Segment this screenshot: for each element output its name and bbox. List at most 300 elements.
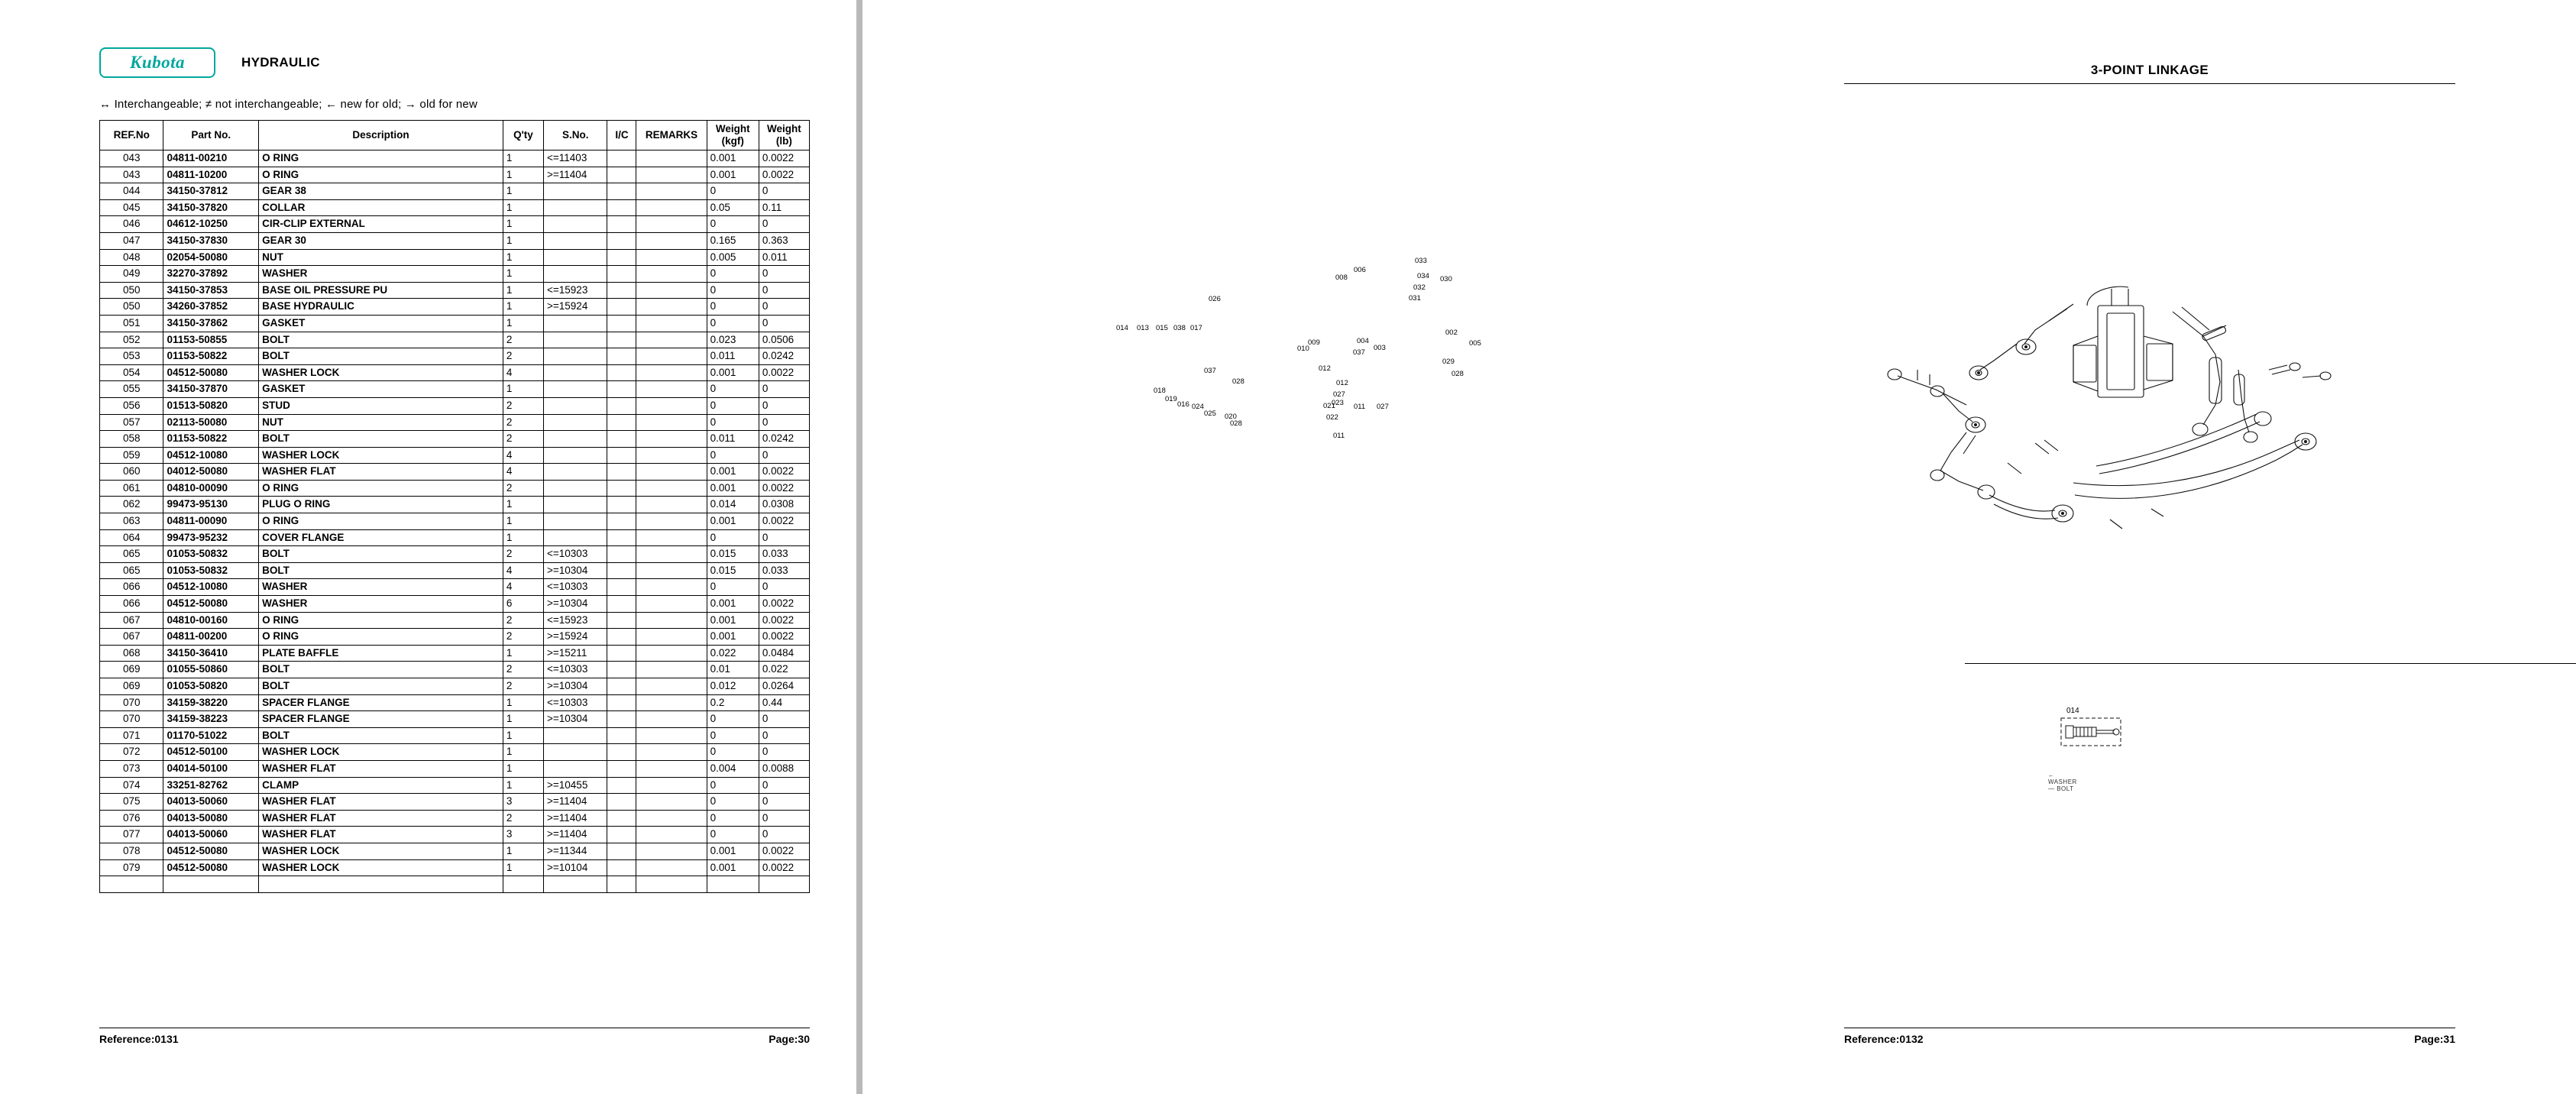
cell-qty: 1 bbox=[503, 232, 543, 249]
table-row bbox=[100, 381, 810, 398]
cell-rem bbox=[636, 348, 707, 365]
cell-desc: WASHER FLAT bbox=[259, 760, 503, 777]
cell-wkg: 0 bbox=[707, 827, 759, 843]
cell-sno bbox=[544, 464, 607, 481]
cell-ic bbox=[607, 678, 636, 695]
table-row bbox=[100, 348, 810, 365]
cell-sno: <=10303 bbox=[544, 546, 607, 563]
footer-page-number: Page:30 bbox=[769, 1033, 810, 1045]
diagram-callout-029: 029 bbox=[1442, 358, 1455, 366]
cell-ic bbox=[607, 645, 636, 662]
cell-sno bbox=[544, 315, 607, 332]
cell-sno bbox=[544, 513, 607, 530]
cell-qty: 1 bbox=[503, 645, 543, 662]
cell-part: 32270-37892 bbox=[163, 266, 259, 283]
cell-wlb: 0 bbox=[759, 744, 809, 761]
cell-part: 04811-10200 bbox=[163, 167, 259, 183]
cell-part: 34150-37862 bbox=[163, 315, 259, 332]
cell-ic bbox=[607, 414, 636, 431]
diagram-callout-008: 008 bbox=[1335, 274, 1348, 282]
cell-wkg: 0 bbox=[707, 529, 759, 546]
cell-rem bbox=[636, 315, 707, 332]
cell-wkg: 0 bbox=[707, 579, 759, 596]
cell-wkg: 0.015 bbox=[707, 562, 759, 579]
cell-rem bbox=[636, 662, 707, 678]
cell-desc: O RING bbox=[259, 612, 503, 629]
cell-desc: O RING bbox=[259, 513, 503, 530]
table-row bbox=[100, 711, 810, 728]
cell-ref: 065 bbox=[100, 562, 163, 579]
cell-ref: 067 bbox=[100, 612, 163, 629]
cell-wlb: 0.0022 bbox=[759, 167, 809, 183]
cell-rem bbox=[636, 645, 707, 662]
cell-ic bbox=[607, 694, 636, 711]
cell-wlb: 0.011 bbox=[759, 249, 809, 266]
cell-wkg: 0.05 bbox=[707, 199, 759, 216]
cell-desc: PLATE BAFFLE bbox=[259, 645, 503, 662]
diagram-callout-024: 024 bbox=[1192, 403, 1204, 411]
table-row bbox=[100, 629, 810, 646]
kubota-logo bbox=[99, 47, 215, 78]
cell-desc: CIR-CLIP EXTERNAL bbox=[259, 216, 503, 233]
cell-ref: 074 bbox=[100, 777, 163, 794]
cell-wlb: 0.033 bbox=[759, 562, 809, 579]
cell-wlb: 0.0088 bbox=[759, 760, 809, 777]
cell-sno bbox=[544, 364, 607, 381]
cell-part: 04811-00210 bbox=[163, 151, 259, 167]
col-header-partno: Part No. bbox=[163, 121, 259, 151]
diagram-callout-014: 014 bbox=[1116, 324, 1128, 332]
cell-wlb: 0 bbox=[759, 315, 809, 332]
cell-ic bbox=[607, 249, 636, 266]
cell-ref: 053 bbox=[100, 348, 163, 365]
cell-desc: PLUG O RING bbox=[259, 497, 503, 513]
cell-ic bbox=[607, 662, 636, 678]
cell-ic bbox=[607, 513, 636, 530]
cell-ref: 048 bbox=[100, 249, 163, 266]
cell-ref: 070 bbox=[100, 694, 163, 711]
cell-ref: 069 bbox=[100, 662, 163, 678]
cell-sno: >=11344 bbox=[544, 843, 607, 859]
cell-qty: 2 bbox=[503, 480, 543, 497]
cell-sno: >=11404 bbox=[544, 827, 607, 843]
cell-wkg: 0.001 bbox=[707, 167, 759, 183]
diagram-callout-031: 031 bbox=[1409, 294, 1421, 303]
cell-ref: 068 bbox=[100, 645, 163, 662]
cell-wlb: 0.033 bbox=[759, 546, 809, 563]
cell-rem bbox=[636, 266, 707, 283]
cell-ic bbox=[607, 447, 636, 464]
cell-wlb: 0.0022 bbox=[759, 859, 809, 876]
cell-desc: WASHER FLAT bbox=[259, 464, 503, 481]
cell-wlb: 0.0022 bbox=[759, 480, 809, 497]
cell-wlb: 0.0022 bbox=[759, 364, 809, 381]
table-row bbox=[100, 843, 810, 859]
cell-wlb: 0.44 bbox=[759, 694, 809, 711]
cell-part: 99473-95130 bbox=[163, 497, 259, 513]
left-page-content bbox=[99, 46, 810, 893]
cell-rem bbox=[636, 464, 707, 481]
cell-wkg: 0.004 bbox=[707, 760, 759, 777]
cell-wkg: 0 bbox=[707, 414, 759, 431]
cell-desc: BASE HYDRAULIC bbox=[259, 299, 503, 316]
diagram-callout-015: 015 bbox=[1156, 324, 1168, 332]
cell-part: 04014-50100 bbox=[163, 760, 259, 777]
cell-ref: 070 bbox=[100, 711, 163, 728]
cell-sno: <=10303 bbox=[544, 694, 607, 711]
figure-divider-rule bbox=[1965, 663, 2576, 664]
cell-rem bbox=[636, 827, 707, 843]
cell-ic bbox=[607, 216, 636, 233]
cell-desc: WASHER LOCK bbox=[259, 744, 503, 761]
cell-qty: 2 bbox=[503, 431, 543, 448]
cell-rem bbox=[636, 431, 707, 448]
table-row bbox=[100, 299, 810, 316]
cell-ref: 055 bbox=[100, 381, 163, 398]
right-page-footer bbox=[1844, 1028, 2455, 1045]
cell-desc: WASHER FLAT bbox=[259, 810, 503, 827]
cell-qty: 1 bbox=[503, 497, 543, 513]
cell-sno: >=11404 bbox=[544, 167, 607, 183]
cell-ref: 050 bbox=[100, 299, 163, 316]
cell-ref: 046 bbox=[100, 216, 163, 233]
cell-qty: 2 bbox=[503, 678, 543, 695]
cell-empty bbox=[636, 876, 707, 893]
cell-desc: WASHER bbox=[259, 266, 503, 283]
cell-sno bbox=[544, 760, 607, 777]
cell-empty bbox=[544, 876, 607, 893]
cell-sno bbox=[544, 431, 607, 448]
cell-qty: 2 bbox=[503, 414, 543, 431]
diagram-callout-021: 021 bbox=[1323, 402, 1335, 410]
cell-empty bbox=[503, 876, 543, 893]
cell-wlb: 0.022 bbox=[759, 662, 809, 678]
cell-sno: <=10303 bbox=[544, 579, 607, 596]
diagram-callout-006: 006 bbox=[1354, 266, 1366, 274]
diagram-callout-010: 010 bbox=[1297, 345, 1309, 353]
cell-sno: <=15923 bbox=[544, 282, 607, 299]
cell-wkg: 0.023 bbox=[707, 332, 759, 348]
cell-qty: 6 bbox=[503, 596, 543, 613]
table-row bbox=[100, 232, 810, 249]
cell-part: 34150-37812 bbox=[163, 183, 259, 200]
cell-desc: WASHER FLAT bbox=[259, 827, 503, 843]
cell-part: 04810-00160 bbox=[163, 612, 259, 629]
cell-rem bbox=[636, 513, 707, 530]
cell-ref: 052 bbox=[100, 332, 163, 348]
cell-ic bbox=[607, 777, 636, 794]
cell-wlb: 0.0022 bbox=[759, 596, 809, 613]
cell-ic bbox=[607, 332, 636, 348]
cell-qty: 1 bbox=[503, 249, 543, 266]
cell-sno: >=10304 bbox=[544, 596, 607, 613]
table-row bbox=[100, 612, 810, 629]
diagram-callout-009: 009 bbox=[1308, 338, 1320, 347]
cell-qty: 2 bbox=[503, 629, 543, 646]
cell-qty: 1 bbox=[503, 694, 543, 711]
diagram-callout-028: 028 bbox=[1230, 419, 1242, 428]
cell-desc: GEAR 30 bbox=[259, 232, 503, 249]
cell-part: 34159-38220 bbox=[163, 694, 259, 711]
cell-wkg: 0.001 bbox=[707, 464, 759, 481]
cell-wkg: 0.165 bbox=[707, 232, 759, 249]
cell-wkg: 0.011 bbox=[707, 348, 759, 365]
cell-rem bbox=[636, 810, 707, 827]
cell-wlb: 0.0022 bbox=[759, 151, 809, 167]
diagram-callout-020: 020 bbox=[1225, 413, 1237, 421]
cell-part: 34150-37870 bbox=[163, 381, 259, 398]
table-filler-row bbox=[100, 876, 810, 893]
cell-qty: 1 bbox=[503, 167, 543, 183]
cell-ref: 071 bbox=[100, 727, 163, 744]
cell-rem bbox=[636, 612, 707, 629]
cell-sno: <=11403 bbox=[544, 151, 607, 167]
cell-part: 02113-50080 bbox=[163, 414, 259, 431]
cell-part: 01513-50820 bbox=[163, 397, 259, 414]
cell-qty: 1 bbox=[503, 843, 543, 859]
col-header-remarks: REMARKS bbox=[636, 121, 707, 151]
cell-sno bbox=[544, 447, 607, 464]
cell-wkg: 0 bbox=[707, 299, 759, 316]
cell-wkg: 0.014 bbox=[707, 497, 759, 513]
col-header-weight-lb-line2: (lb) bbox=[775, 135, 792, 147]
cell-desc: BOLT bbox=[259, 562, 503, 579]
cell-wkg: 0.001 bbox=[707, 364, 759, 381]
table-row bbox=[100, 794, 810, 811]
cell-wlb: 0.0308 bbox=[759, 497, 809, 513]
detail-callout-label: 014 bbox=[2066, 707, 2079, 715]
cell-rem bbox=[636, 183, 707, 200]
cell-rem bbox=[636, 232, 707, 249]
cell-wkg: 0.011 bbox=[707, 431, 759, 448]
cell-ic bbox=[607, 612, 636, 629]
cell-sno bbox=[544, 183, 607, 200]
cell-ref: 057 bbox=[100, 414, 163, 431]
diagram-callout-011: 011 bbox=[1333, 432, 1345, 440]
cell-wkg: 0 bbox=[707, 397, 759, 414]
cell-qty: 2 bbox=[503, 348, 543, 365]
book-spine-shadow bbox=[856, 0, 862, 1094]
table-row bbox=[100, 678, 810, 695]
col-header-description: Description bbox=[259, 121, 503, 151]
table-row bbox=[100, 447, 810, 464]
detail-view-caption: ← WASHER — BOLT bbox=[2048, 772, 2077, 792]
diagram-callout-005: 005 bbox=[1469, 339, 1481, 348]
cell-part: 04013-50080 bbox=[163, 810, 259, 827]
diagram-callout-030: 030 bbox=[1440, 275, 1452, 283]
right-page-title: 3-POINT LINKAGE bbox=[1844, 63, 2455, 84]
cell-qty: 1 bbox=[503, 381, 543, 398]
diagram-callout-019: 019 bbox=[1165, 395, 1177, 403]
cell-ref: 043 bbox=[100, 167, 163, 183]
cell-sno: >=15211 bbox=[544, 645, 607, 662]
cell-qty: 4 bbox=[503, 562, 543, 579]
cell-wlb: 0 bbox=[759, 447, 809, 464]
table-row bbox=[100, 315, 810, 332]
cell-sno: >=10104 bbox=[544, 859, 607, 876]
cell-wkg: 0 bbox=[707, 777, 759, 794]
cell-ic bbox=[607, 794, 636, 811]
cell-ref: 051 bbox=[100, 315, 163, 332]
table-row bbox=[100, 199, 810, 216]
cell-sno bbox=[544, 414, 607, 431]
col-header-refno: REF.No bbox=[100, 121, 163, 151]
cell-wkg: 0 bbox=[707, 381, 759, 398]
col-header-sno: S.No. bbox=[544, 121, 607, 151]
cell-qty: 1 bbox=[503, 299, 543, 316]
cell-wkg: 0.001 bbox=[707, 629, 759, 646]
cell-rem bbox=[636, 299, 707, 316]
diagram-callout-023: 023 bbox=[1332, 399, 1344, 407]
cell-ic bbox=[607, 546, 636, 563]
cell-desc: WASHER LOCK bbox=[259, 843, 503, 859]
table-row bbox=[100, 562, 810, 579]
cell-desc: CLAMP bbox=[259, 777, 503, 794]
cell-desc: BOLT bbox=[259, 332, 503, 348]
cell-wkg: 0 bbox=[707, 183, 759, 200]
cell-qty: 1 bbox=[503, 199, 543, 216]
table-row bbox=[100, 167, 810, 183]
cell-wkg: 0 bbox=[707, 447, 759, 464]
cell-ic bbox=[607, 827, 636, 843]
cell-wlb: 0 bbox=[759, 414, 809, 431]
cell-ic bbox=[607, 167, 636, 183]
linkage-diagram-svg bbox=[1844, 290, 2455, 642]
cell-rem bbox=[636, 678, 707, 695]
cell-part: 01053-50820 bbox=[163, 678, 259, 695]
cell-ic bbox=[607, 497, 636, 513]
cell-wkg: 0.001 bbox=[707, 859, 759, 876]
table-row bbox=[100, 249, 810, 266]
cell-desc: BASE OIL PRESSURE PU bbox=[259, 282, 503, 299]
col-header-qty: Q'ty bbox=[503, 121, 543, 151]
cell-desc: BOLT bbox=[259, 431, 503, 448]
cell-ic bbox=[607, 744, 636, 761]
cell-wkg: 0.01 bbox=[707, 662, 759, 678]
col-header-weight-lb-line1: Weight bbox=[767, 123, 801, 134]
cell-ref: 075 bbox=[100, 794, 163, 811]
kubota-logo-text: Kubota bbox=[129, 53, 186, 72]
cell-desc: BOLT bbox=[259, 727, 503, 744]
cell-wlb: 0 bbox=[759, 381, 809, 398]
cell-sno: >=11404 bbox=[544, 810, 607, 827]
table-row bbox=[100, 397, 810, 414]
cell-ic bbox=[607, 397, 636, 414]
cell-ref: 044 bbox=[100, 183, 163, 200]
cell-part: 04012-50080 bbox=[163, 464, 259, 481]
table-row bbox=[100, 727, 810, 744]
cell-part: 04612-10250 bbox=[163, 216, 259, 233]
cell-ref: 066 bbox=[100, 579, 163, 596]
cell-desc: NUT bbox=[259, 249, 503, 266]
cell-part: 04512-50080 bbox=[163, 596, 259, 613]
cell-rem bbox=[636, 629, 707, 646]
cell-part: 01170-51022 bbox=[163, 727, 259, 744]
cell-ref: 056 bbox=[100, 397, 163, 414]
cell-qty: 1 bbox=[503, 282, 543, 299]
detail-view-box bbox=[2050, 703, 2157, 772]
cell-part: 99473-95232 bbox=[163, 529, 259, 546]
cell-rem bbox=[636, 760, 707, 777]
diagram-callout-028: 028 bbox=[1232, 377, 1244, 386]
diagram-callout-037: 037 bbox=[1204, 367, 1216, 375]
diagram-callout-022: 022 bbox=[1326, 413, 1338, 422]
col-header-ic: I/C bbox=[607, 121, 636, 151]
cell-qty: 2 bbox=[503, 662, 543, 678]
table-row bbox=[100, 596, 810, 613]
cell-wlb: 0.0022 bbox=[759, 464, 809, 481]
table-row bbox=[100, 777, 810, 794]
detail-view-svg bbox=[2050, 703, 2157, 772]
cell-rem bbox=[636, 151, 707, 167]
footer-reference: Reference:0131 bbox=[99, 1033, 179, 1045]
diagram-callout-034: 034 bbox=[1417, 272, 1429, 280]
table-row bbox=[100, 266, 810, 283]
cell-wkg: 0 bbox=[707, 282, 759, 299]
cell-ref: 049 bbox=[100, 266, 163, 283]
cell-sno bbox=[544, 727, 607, 744]
cell-qty: 3 bbox=[503, 827, 543, 843]
cell-desc: COLLAR bbox=[259, 199, 503, 216]
cell-ref: 063 bbox=[100, 513, 163, 530]
cell-wlb: 0 bbox=[759, 529, 809, 546]
table-row bbox=[100, 579, 810, 596]
table-row bbox=[100, 645, 810, 662]
cell-ic bbox=[607, 348, 636, 365]
cell-wkg: 0.001 bbox=[707, 513, 759, 530]
cell-desc: O RING bbox=[259, 151, 503, 167]
diagram-callout-002: 002 bbox=[1445, 329, 1458, 337]
cell-qty: 1 bbox=[503, 727, 543, 744]
table-row bbox=[100, 497, 810, 513]
cell-ic bbox=[607, 727, 636, 744]
cell-desc: WASHER bbox=[259, 596, 503, 613]
cell-rem bbox=[636, 744, 707, 761]
cell-ic bbox=[607, 579, 636, 596]
page-header bbox=[99, 46, 810, 79]
cell-wlb: 0 bbox=[759, 827, 809, 843]
cell-wlb: 0 bbox=[759, 266, 809, 283]
diagram-callout-011: 011 bbox=[1354, 403, 1366, 411]
parts-table bbox=[99, 120, 810, 893]
cell-wkg: 0.001 bbox=[707, 480, 759, 497]
diagram-callout-012: 012 bbox=[1336, 379, 1348, 387]
cell-ref: 064 bbox=[100, 529, 163, 546]
cell-qty: 1 bbox=[503, 859, 543, 876]
cell-wlb: 0 bbox=[759, 810, 809, 827]
section-title: HYDRAULIC bbox=[241, 55, 320, 70]
cell-desc: O RING bbox=[259, 480, 503, 497]
left-page bbox=[0, 0, 856, 1094]
table-row bbox=[100, 827, 810, 843]
cell-sno bbox=[544, 232, 607, 249]
cell-ref: 073 bbox=[100, 760, 163, 777]
cell-part: 34260-37852 bbox=[163, 299, 259, 316]
cell-qty: 1 bbox=[503, 744, 543, 761]
cell-qty: 1 bbox=[503, 711, 543, 728]
cell-sno: >=10304 bbox=[544, 678, 607, 695]
cell-empty bbox=[100, 876, 163, 893]
cell-rem bbox=[636, 596, 707, 613]
cell-sno: >=10455 bbox=[544, 777, 607, 794]
cell-wlb: 0 bbox=[759, 299, 809, 316]
cell-rem bbox=[636, 332, 707, 348]
cell-rem bbox=[636, 447, 707, 464]
cell-ic bbox=[607, 843, 636, 859]
cell-wlb: 0.0022 bbox=[759, 612, 809, 629]
cell-ic bbox=[607, 562, 636, 579]
cell-wkg: 0.022 bbox=[707, 645, 759, 662]
